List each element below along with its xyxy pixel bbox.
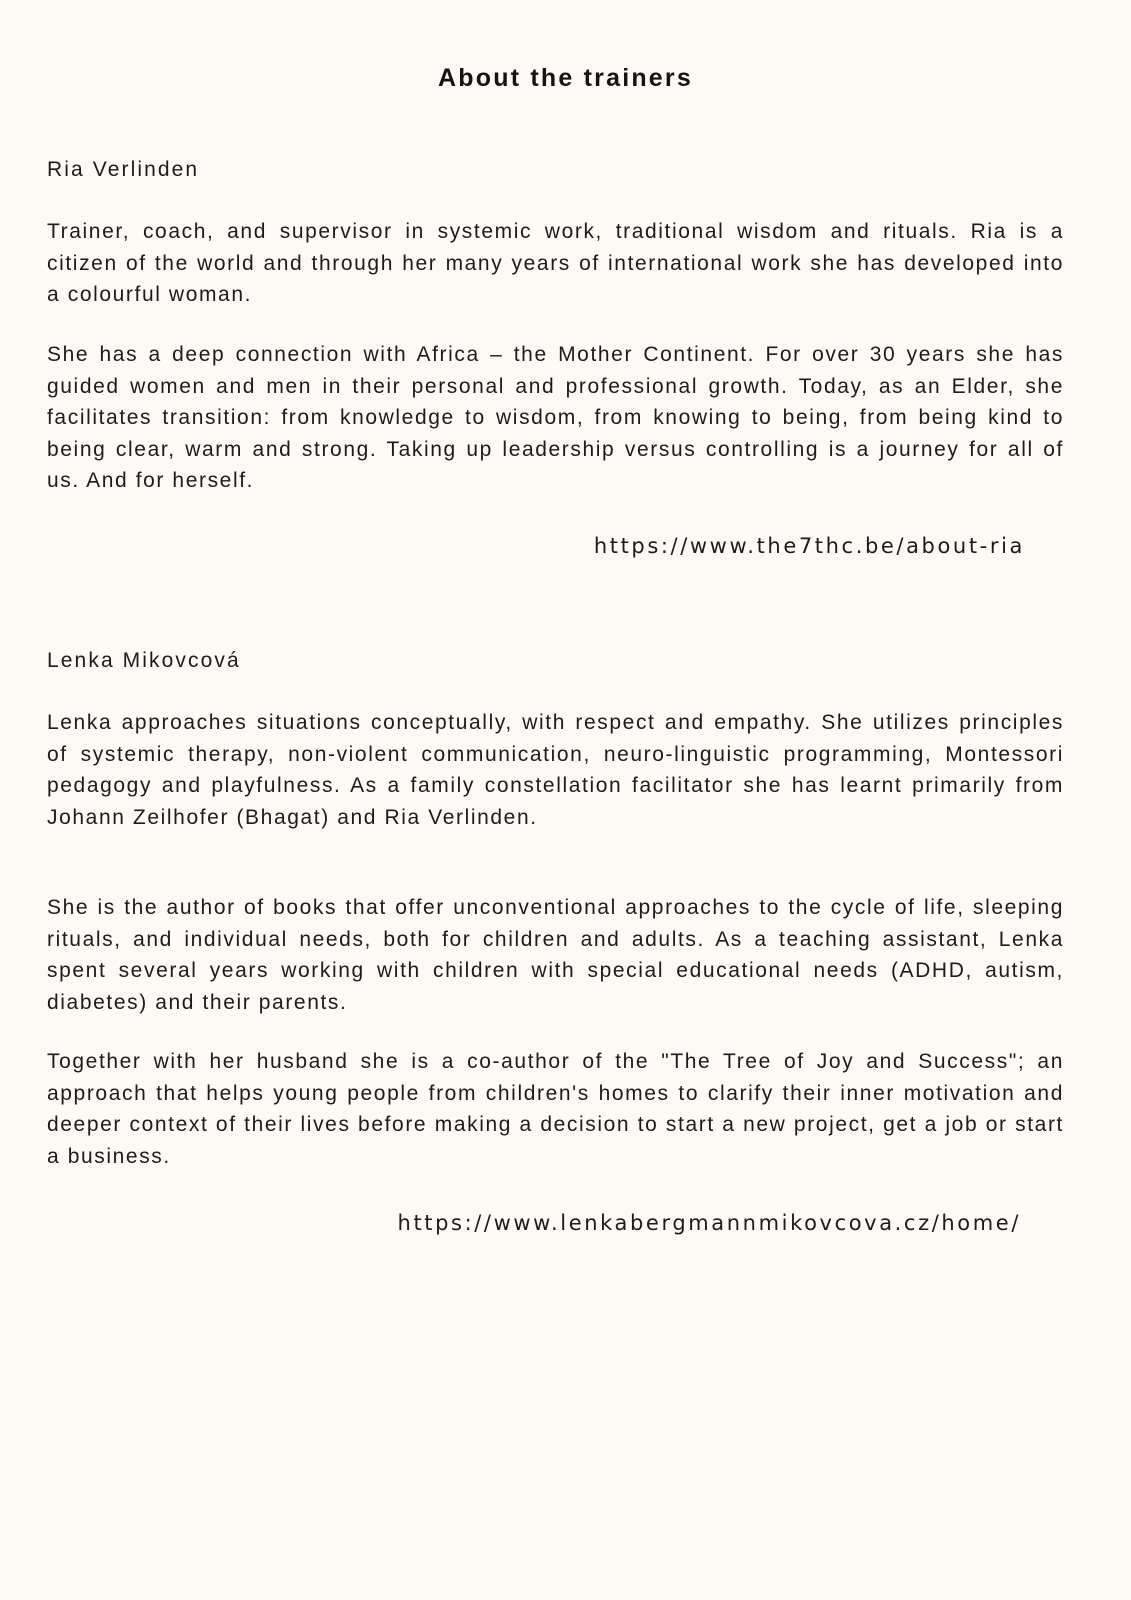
ria-website-link[interactable]: https://www.the7thc.be/about-ria bbox=[593, 534, 1025, 558]
ria-paragraph-2: She has a deep connection with Africa – the Mother Continent. For over 30 years she has guided women and men in their personal and professional growth. Today, as an Elder, she facilitates transition: from knowledge to wisdom, from knowing to being, from being kind to being clear, warm and strong. Taking up leadership versus controlling is a journey for all of us. And for herself. bbox=[47, 343, 1064, 492]
lenka-website-link[interactable]: https://www.lenkabergmannmikovcova.cz/home/ bbox=[397, 1211, 1021, 1235]
lenka-paragraph-2: She is the author of books that offer unconventional approaches to the cycle of life, sleeping rituals, and individual needs, both for children and adults. As a teaching assistant, Lenka spent several years working with children with special educational needs (ADHD, autism, diabetes) and their parents. bbox=[47, 896, 1064, 1014]
lenka-paragraph-3: Together with her husband she is a co-author of the "The Tree of Joy and Success"; an approach that helps young people from children's homes to clarify their inner motivation and deeper context of their lives before making a decision to start a new project, get a job or start a business. bbox=[47, 1050, 1064, 1168]
ria-paragraph-1: Trainer, coach, and supervisor in systemic work, traditional wisdom and rituals. Ria is a citizen of the world and through her many years of international work she has developed into a colourful woman. bbox=[47, 220, 1064, 306]
lenka-paragraph-1: Lenka approaches situations conceptually, with respect and empathy. She utilizes principles of systemic therapy, non-violent communication, neuro-linguistic programming, Montessori pedagogy and playfulness. As a family constellation facilitator she has learnt primarily from Johann Zeilhofer (Bhagat) and Ria Verlinden. bbox=[47, 711, 1064, 829]
trainer-name-lenka: Lenka Mikovcová bbox=[47, 649, 241, 672]
trainer-name-ria: Ria Verlinden bbox=[47, 158, 200, 181]
page-title: About the trainers bbox=[438, 64, 693, 92]
